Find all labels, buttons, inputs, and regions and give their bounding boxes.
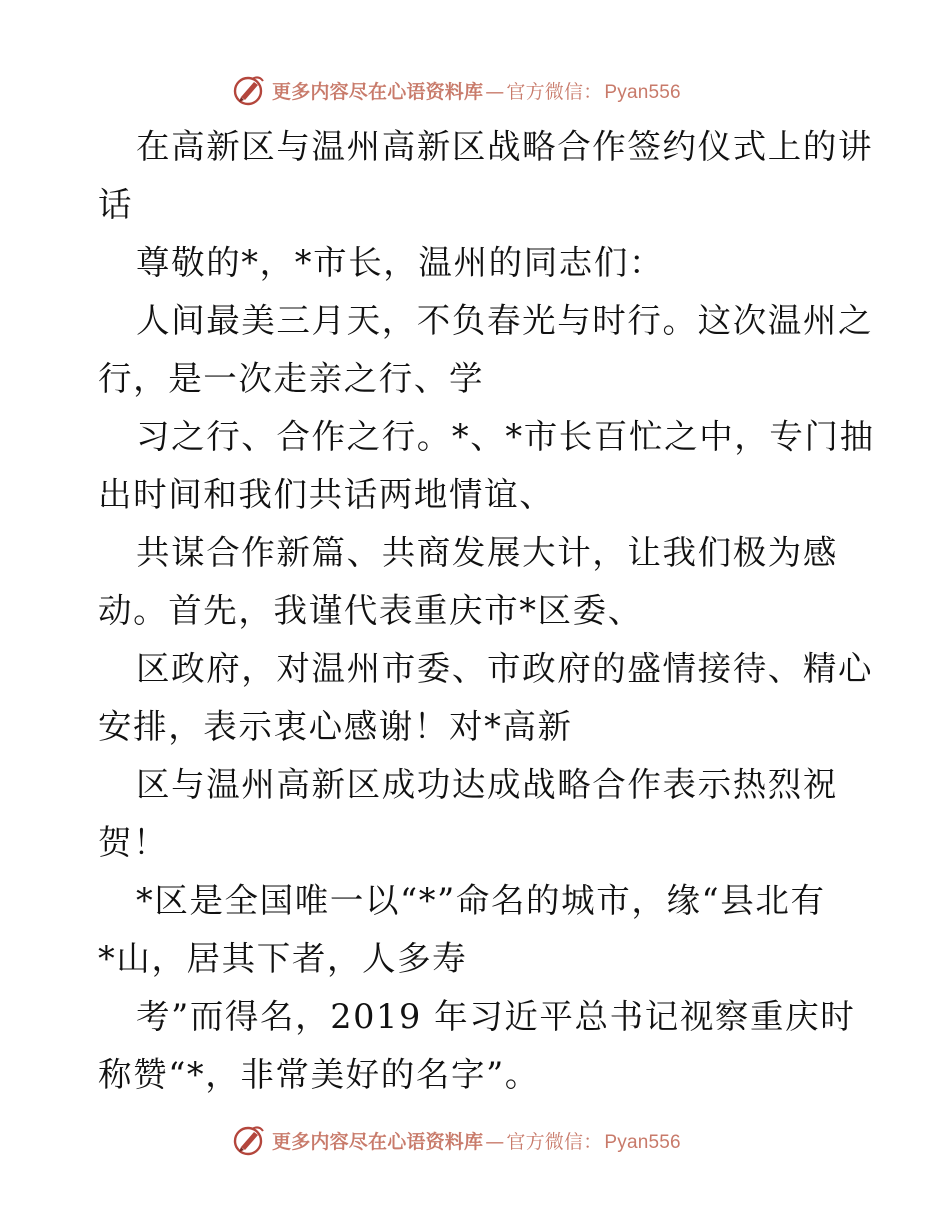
pen-logo-icon xyxy=(232,1123,266,1157)
body-line: *山，居其下者，人多寿 xyxy=(98,939,468,978)
body-line: 区政府，对温州市委、市政府的盛情接待、精心 xyxy=(136,649,874,688)
banner-title: 更多内容尽在心语资料库 xyxy=(272,1130,484,1153)
header-banner xyxy=(232,72,718,108)
title-line-2: 话 xyxy=(98,185,134,224)
footer-banner xyxy=(232,1122,718,1158)
body-line: *区是全国唯一以“*”命名的城市，缘“县北有 xyxy=(136,881,826,920)
banner-separator: — xyxy=(485,80,505,103)
body-line: 共谋合作新篇、共商发展大计，让我们极为感 xyxy=(136,533,838,572)
body-line: 习之行、合作之行。*、*市长百忙之中，专门抽 xyxy=(136,417,875,456)
body-line: 安排，表示衷心感谢！对*高新 xyxy=(98,707,573,746)
body-line: 出时间和我们共话两地情谊、 xyxy=(98,475,555,514)
body-line: 区与温州高新区成功达成战略合作表示热烈祝 xyxy=(136,765,838,804)
banner-title: 更多内容尽在心语资料库 xyxy=(272,80,484,103)
pen-logo-icon xyxy=(232,73,266,107)
body-line: 贺！ xyxy=(98,823,169,862)
banner-wechat-label: 官方微信： xyxy=(506,1130,603,1153)
banner-separator: — xyxy=(485,1130,505,1153)
banner-wechat-label: 官方微信： xyxy=(506,80,603,103)
body-line: 动。首先，我谨代表重庆市*区委、 xyxy=(98,591,643,630)
body-line: 人间最美三月天，不负春光与时行。这次温州之 xyxy=(136,301,874,340)
body-line: 称赞“*，非常美好的名字”。 xyxy=(98,1055,540,1094)
body-line: 行，是一次走亲之行、学 xyxy=(98,359,485,398)
body-line: 考”而得名，2019 年习近平总书记视察重庆时 xyxy=(136,997,856,1036)
speech-body xyxy=(98,118,875,1104)
banner-wechat-id: Pyan556 xyxy=(604,81,681,103)
title-line-1: 在高新区与温州高新区战略合作签约仪式上的讲 xyxy=(136,127,874,166)
banner-wechat-id: Pyan556 xyxy=(604,1131,681,1153)
salutation: 尊敬的*，*市长，温州的同志们： xyxy=(136,243,665,282)
